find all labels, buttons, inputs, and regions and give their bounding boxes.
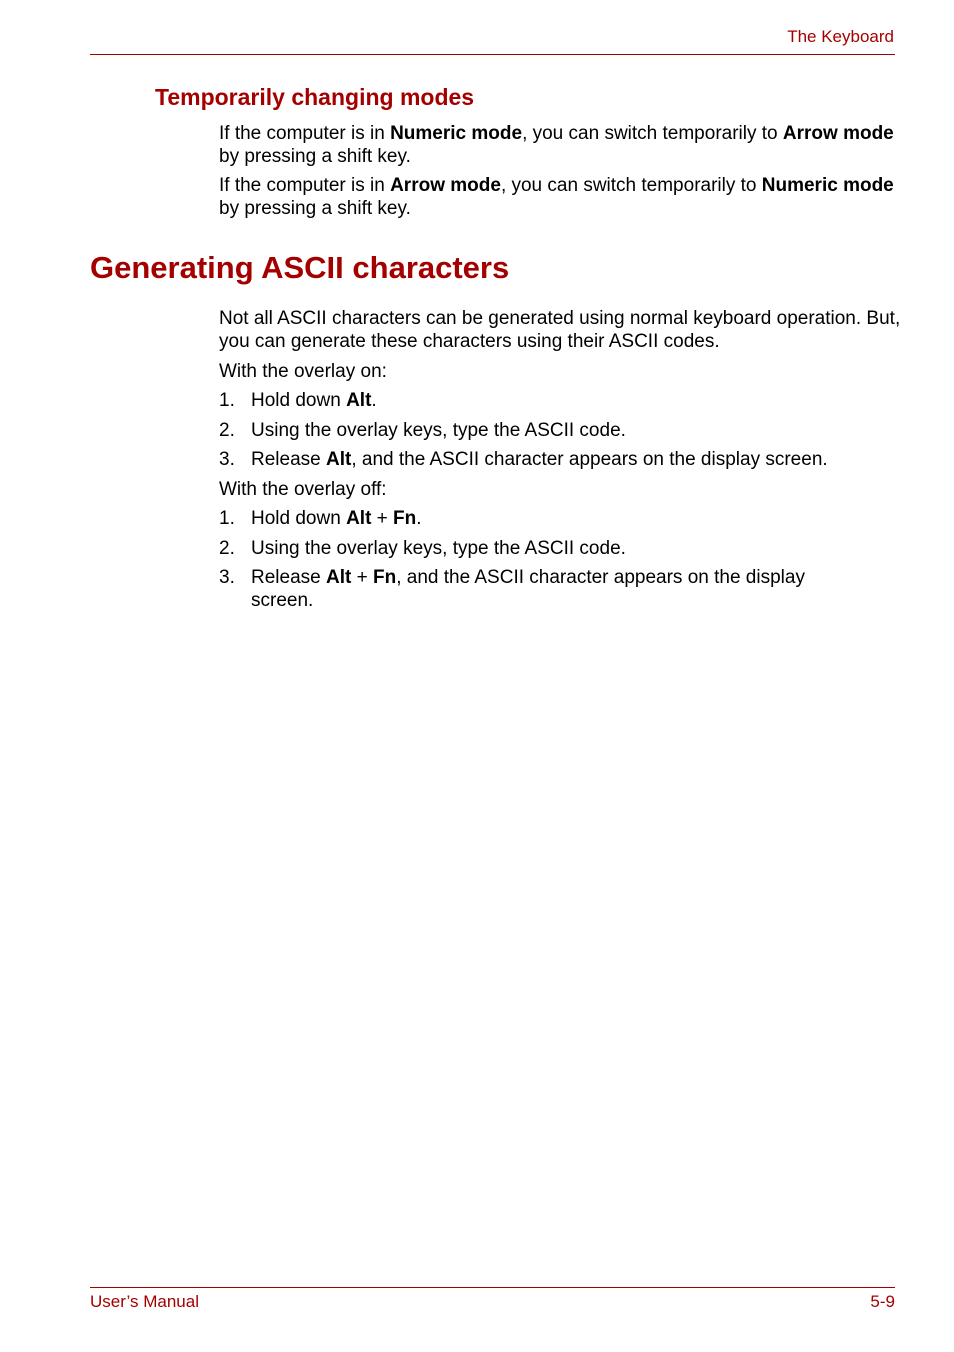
bold-term: Arrow mode — [782, 123, 894, 144]
list-number: 3. — [219, 449, 235, 470]
section-heading-generating-ascii: Generating ASCII characters — [90, 250, 510, 285]
list-text — [251, 566, 856, 612]
text-fragment: Release — [251, 567, 326, 588]
footer-rule — [90, 1287, 895, 1288]
text-fragment: Hold down — [251, 508, 347, 529]
bold-term: Numeric mode — [390, 123, 523, 144]
overlay-off-label: With the overlay off: — [219, 479, 387, 500]
text-fragment: . — [371, 390, 377, 411]
bold-term: Numeric mode — [761, 175, 894, 196]
bold-key: Alt — [326, 449, 352, 470]
bold-key: Alt — [326, 567, 352, 588]
text-fragment: by pressing a shift key. — [219, 146, 411, 167]
text-fragment: , you can switch temporarily to — [522, 123, 783, 144]
bold-key: Alt — [346, 390, 372, 411]
text-fragment: + — [371, 508, 394, 529]
text-fragment: , and the ASCII character appears on the display screen. — [351, 449, 828, 470]
text-fragment: . — [416, 508, 422, 529]
list-number: 2. — [219, 420, 235, 441]
overlay-on-label: With the overlay on: — [219, 361, 387, 382]
header-title: The Keyboard — [787, 27, 894, 46]
text-fragment: , you can switch temporarily to — [500, 175, 762, 196]
text-fragment: If the computer is in — [219, 175, 391, 196]
list-number: 1. — [219, 508, 235, 529]
bold-key: Fn — [372, 567, 397, 588]
list-number: 2. — [219, 538, 235, 559]
list-text — [251, 507, 871, 530]
list-text — [251, 448, 891, 471]
text-fragment: , and the ASCII character appears on the display screen. — [251, 567, 805, 611]
paragraph-ascii-intro: Not all ASCII characters can be generated using normal keyboard operation. But, you can generate these characters using their ASCII codes. — [219, 308, 901, 352]
list-text: Using the overlay keys, type the ASCII code. — [251, 538, 626, 559]
list-number: 3. — [219, 567, 235, 588]
list-number: 1. — [219, 390, 235, 411]
text-fragment: + — [351, 567, 373, 588]
list-text: Using the overlay keys, type the ASCII code. — [251, 420, 626, 441]
footer-manual-title: User’s Manual — [90, 1292, 199, 1311]
bold-key: Fn — [393, 508, 417, 529]
paragraph-arrow-to-numeric — [219, 174, 899, 220]
footer-page-number: 5-9 — [870, 1292, 895, 1311]
list-text — [251, 389, 871, 412]
text-fragment: by pressing a shift key. — [219, 198, 411, 219]
paragraph-numeric-to-arrow — [219, 122, 899, 168]
text-fragment: If the computer is in — [219, 123, 391, 144]
text-fragment: Hold down — [251, 390, 347, 411]
section-heading-temporarily-changing-modes: Temporarily changing modes — [155, 84, 475, 110]
text-fragment: Release — [251, 449, 326, 470]
bold-term: Arrow mode — [390, 175, 501, 196]
bold-key: Alt — [346, 508, 372, 529]
header-rule — [90, 54, 895, 55]
